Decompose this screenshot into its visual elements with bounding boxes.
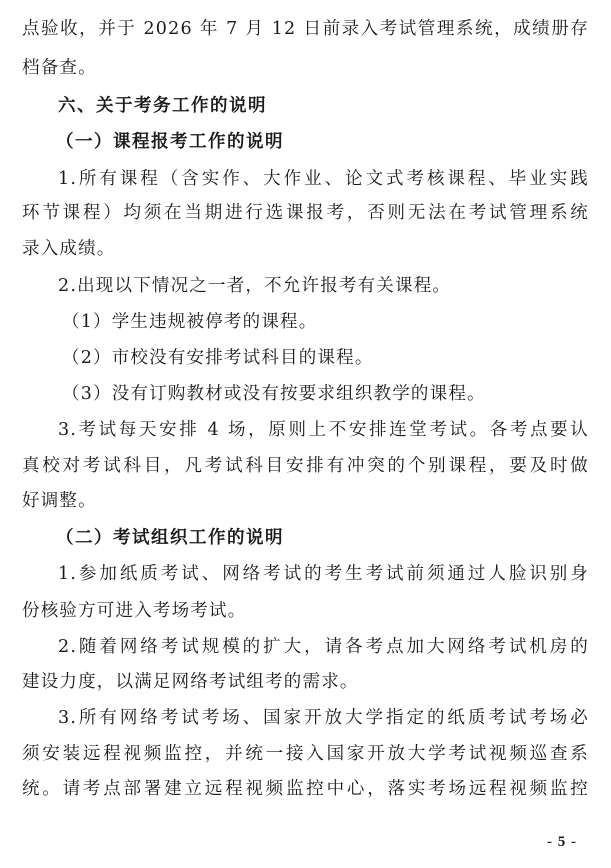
paragraph-line: 1.参加纸质考试、网络考试的考生考试前须通过人脸识别身 xyxy=(58,564,589,585)
paragraph-line: 环节课程）均须在当期进行选课报考，否则无法在考试管理系统 xyxy=(22,203,589,224)
list-item: （3）没有订购教材或没有按要求组织教学的课程。 xyxy=(62,384,486,405)
paragraph-line: 建设力度，以满足网络考试组考的需求。 xyxy=(22,672,359,693)
paragraph-line: 1.所有课程（含实作、大作业、论文式考核课程、毕业实践 xyxy=(58,168,589,189)
paragraph-line: 录入成绩。 xyxy=(22,238,116,259)
paragraph-line: 份核验方可进入考场考试。 xyxy=(22,600,247,621)
list-item: （1）学生违规被停考的课程。 xyxy=(62,311,318,332)
paragraph-line: 3.所有网络考试考场、国家开放大学指定的纸质考试考场必 xyxy=(58,708,589,729)
paragraph-line: 真校对考试科目，凡考试科目安排有冲突的个别课程，要及时做 xyxy=(22,455,589,476)
list-item: （2）市校没有安排考试科目的课程。 xyxy=(62,348,374,369)
paragraph-line: 须安装远程视频监控，并统一接入国家开放大学考试视频巡查系 xyxy=(22,743,589,764)
paragraph-line: 2.出现以下情况之一者，不允许报考有关课程。 xyxy=(58,275,452,296)
paragraph-line: 3.考试每天安排 4 场，原则上不安排连堂考试。各考点要认 xyxy=(58,420,589,441)
paragraph-line: 点验收，并于 2026 年 7 月 12 日前录入考试管理系统，成绩册存 xyxy=(22,18,589,39)
paragraph-line: 2.随着网络考试规模的扩大，请各考点加大网络考试机房的 xyxy=(58,636,589,657)
paragraph-line: 好调整。 xyxy=(22,491,97,512)
section-heading: 六、关于考务工作的说明 xyxy=(58,95,267,116)
subsection-heading: （二）考试组织工作的说明 xyxy=(56,528,284,549)
paragraph-line: 统。请考点部署建立远程视频监控中心，落实考场远程视频监控 xyxy=(22,778,589,799)
paragraph-line: 档备查。 xyxy=(22,57,97,78)
page-number: - 5 - xyxy=(547,834,577,850)
subsection-heading: （一）课程报考工作的说明 xyxy=(56,131,284,152)
